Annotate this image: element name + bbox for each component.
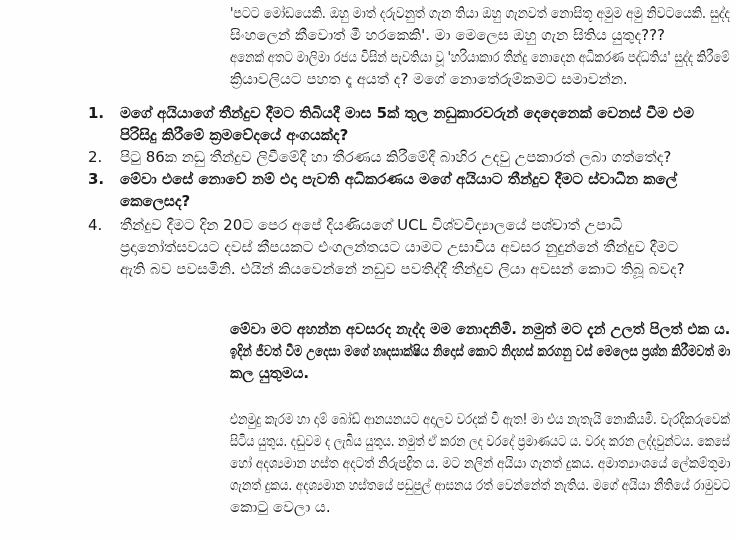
list-item-3-line-2: කෙලෙසද? xyxy=(120,192,191,210)
para3-line-4: ගැනත් දුකය. අදශ්‍යමාන හස්තයේ පඩුපුල් ආසනය රත් වෙන්නේත් නැතිය. මගේ අයියා නීතියේ රාමුවට xyxy=(230,476,731,494)
list-number-2: 2. xyxy=(88,148,103,166)
intro-line-3: අනෙක් අතට මාලිමා රජය විසින් පැවතියා වූ 'හරියාකාර තීන්දු නොදෙන අධිකරණ පද්ධතිය' සුද්ද කිරීමේ xyxy=(230,48,730,66)
para3-line-5: කොටු වෙලා ය. xyxy=(230,498,331,516)
intro-line-1: 'පටට මෝඩයෙකි. ඔහු මාත් දරුවනුත් ගැන තියා ඔහු ගැනවත් නොසිතූ අමුම අමු නිවටයෙකි. සුද්ද xyxy=(230,4,730,22)
list-number-4: 4. xyxy=(88,216,103,234)
para3-line-3: හෝ අදශ්‍යමාන හස්ත අදටත් නිරුපද්‍රිත ය. මට නලින් අයියා ගැනත් දුකය. අමාත්‍යාංශයේ ලේකම්තුමා xyxy=(230,454,731,472)
list-item-1-line-2: පිරිසිදු කිරීමේ ක්‍රමවේදයේ අංගයක්ද? xyxy=(120,126,349,144)
para2-line-2: ඉදින් ජීවත් වීම උදෙසා මගේ හෘදසාක්ෂිය නිදොස් කොට නිදහස් කරගනු වස් මෙලෙස ප්‍රශ්න කිරීමවත් මා xyxy=(230,342,731,360)
para2-line-1: මේවා මට අහන්න අවසරද නැද්ද මම නොදනිමි. නමුත් මට දැන් උලත් පිලත් එක ය. xyxy=(230,320,731,338)
list-item-1-line-1: මගේ අයියාගේ තීන්දුව දීමට තිබියදී මාස 5ක් තුල නඩුකාරවරුන් දෙදෙනෙක් වෙනස් වීම එම xyxy=(120,104,694,122)
list-number-1: 1. xyxy=(88,104,105,122)
intro-line-2: සිංහලෙන් කීවොත් මී හරකෙකි'. මා මෙලෙස ඔහු ගැන සිතිය යුතුද??? xyxy=(230,26,666,44)
list-number-3: 3. xyxy=(88,170,105,188)
intro-line-4: ක්‍රියාවලියට පහත දෑ අයත් ද? මගේ නොතේරුම්කමට සමාවන්න. xyxy=(230,70,628,88)
list-item-3-line-1: මේවා එසේ නොවේ නම් එදා පැවති අධිකරණය මගේ අයියාට තීන්දුව දීමට ස්වාධීන කලේ xyxy=(120,170,678,188)
list-item-4-line-3: ඇති බව පවසමිනි. එයින් කියවෙන්නේ නඩුව පවතිද්දී තීන්දුව ලියා අවසන් කොට තිබූ බවද? xyxy=(120,260,685,278)
list-item-4-line-1: තීන්දුව දීමට දින 20ට පෙර අපේ දියණියගේ UCL විශ්වවිද්‍යාලයේ පශ්චාත් උපාධි xyxy=(120,216,623,234)
list-item-2-line-1: පිටු 86ක නඩු තීන්දුව ලිවීමේදී හා තීරණය කිරීමේදී බාහිර උදවු උපකාරත් ලබා ගත්තේද? xyxy=(120,148,672,166)
para3-line-1: එනමුදු කැරම හා දාම් බෝඩ් ආනයනයට අදාලව වරදක් වී ඇත! මා එය නැතැයි නොකියමි. වැරදිකරුවෙක් xyxy=(230,410,730,428)
para3-line-2: සිටිය යුතුය. දඬුවම ද ලැබිය යුතුය. නමුත් ඒ කරන ලද වරදේ ප්‍රමාණයට ය. වරද කරන ලද්දවුන්ටය. කෙසේ xyxy=(230,432,730,450)
para2-line-3: කල යුතුමය. xyxy=(230,364,310,382)
list-item-4-line-2: ප්‍රදානෝත්සවයට දවස් කීපයකට එංගලන්තයට යාමට උසාවිය අවසර නුදුන්නේ තීන්දුව දීමට xyxy=(120,238,679,256)
